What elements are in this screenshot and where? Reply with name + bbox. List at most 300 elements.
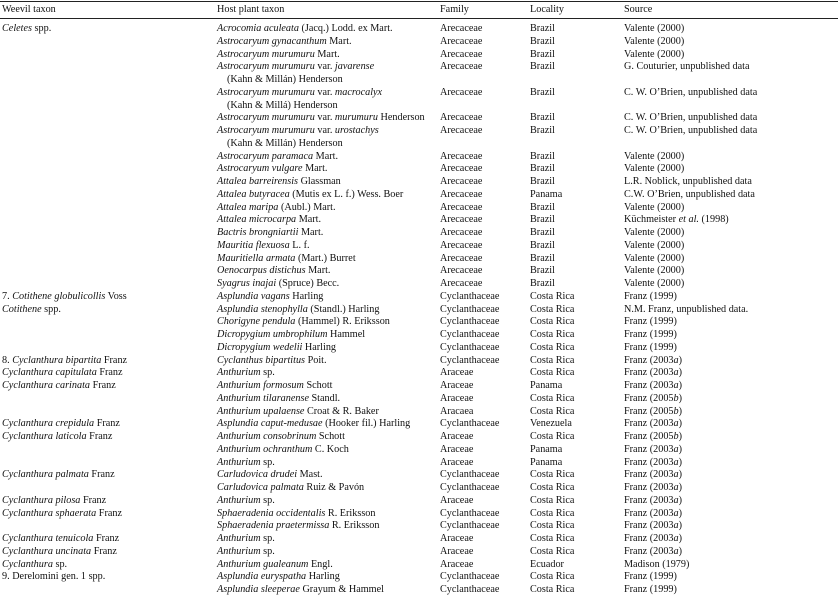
text-segment: Dicropygium wedelii bbox=[217, 341, 303, 353]
text-segment: a bbox=[673, 469, 679, 481]
table-header bbox=[0, 4, 838, 17]
text-segment: (Kahn & Millá) Henderson bbox=[227, 99, 338, 111]
text-segment: Cyclanthura tenuicola bbox=[2, 533, 94, 544]
text-segment: a bbox=[673, 456, 679, 468]
host-plant-line bbox=[217, 23, 393, 34]
text-segment: Valente (2000) bbox=[624, 48, 685, 60]
text-segment: Carludovica palmata bbox=[217, 482, 304, 493]
host-plant-line bbox=[217, 189, 403, 200]
source-cell bbox=[624, 163, 684, 176]
text-segment: Anthurium consobrinum bbox=[217, 431, 317, 442]
host-plant-line bbox=[217, 49, 340, 60]
table-row bbox=[0, 418, 838, 431]
source-cell bbox=[624, 36, 684, 49]
text-segment: Valente (2000) bbox=[624, 278, 685, 289]
table-row bbox=[0, 571, 838, 584]
host-plant-line bbox=[217, 112, 425, 123]
source-cell bbox=[624, 380, 682, 393]
text-segment: Franz bbox=[86, 431, 113, 442]
source-cell bbox=[624, 87, 757, 100]
source-cell bbox=[624, 457, 682, 470]
host-plant-taxon-cell bbox=[217, 444, 349, 457]
text-segment: ) bbox=[678, 469, 683, 481]
family-cell: Araceae bbox=[440, 545, 474, 557]
source-cell bbox=[624, 571, 677, 584]
text-segment: Anthurium gualeanum bbox=[217, 558, 309, 570]
header-locality: Locality bbox=[530, 4, 564, 15]
host-plant-authority-line bbox=[217, 100, 382, 113]
host-plant-taxon-cell bbox=[217, 495, 275, 508]
text-segment: Anthurium upalaense bbox=[217, 405, 305, 417]
source-cell bbox=[624, 367, 682, 380]
table-row bbox=[0, 125, 838, 151]
locality-cell: Costa Rica bbox=[530, 405, 575, 417]
text-segment: urostachys bbox=[334, 125, 379, 136]
text-segment: (1998) bbox=[698, 214, 729, 226]
text-segment: Attalea microcarpa bbox=[217, 214, 297, 226]
text-segment: Anthurium tilaranense bbox=[217, 392, 309, 404]
text-segment: a bbox=[673, 380, 679, 391]
family-cell: Arecaceae bbox=[440, 163, 483, 175]
source-cell bbox=[624, 304, 748, 317]
host-plant-line bbox=[217, 316, 390, 327]
source-cell bbox=[624, 291, 677, 304]
table-row bbox=[0, 342, 838, 355]
text-segment: ) bbox=[678, 456, 683, 468]
host-plant-line bbox=[217, 444, 349, 455]
weevil-taxon-cell bbox=[2, 304, 61, 317]
table-row bbox=[0, 61, 838, 87]
text-segment: Küchmeister bbox=[624, 214, 679, 226]
text-segment: macrocalyx bbox=[334, 86, 383, 98]
host-plant-taxon-cell bbox=[217, 214, 321, 227]
text-segment: Anthurium bbox=[217, 367, 261, 379]
family-cell: Arecaceae bbox=[440, 112, 483, 124]
text-segment: Engl. bbox=[308, 558, 333, 570]
text-segment: Astrocaryum murumuru bbox=[217, 112, 315, 124]
locality-cell: Brazil bbox=[530, 214, 555, 226]
locality-cell: Panama bbox=[530, 443, 563, 455]
text-segment: Franz (2003 bbox=[624, 456, 674, 468]
host-plant-line bbox=[217, 584, 384, 595]
text-segment: Franz bbox=[96, 367, 123, 379]
text-segment: Franz bbox=[93, 533, 120, 544]
host-plant-taxon-cell bbox=[217, 520, 379, 533]
table-row bbox=[0, 380, 838, 393]
host-plant-line bbox=[217, 240, 310, 251]
table-row bbox=[0, 112, 838, 125]
source-cell bbox=[624, 431, 682, 444]
text-segment: Cyclanthus bipartitus bbox=[217, 354, 306, 366]
host-plant-line bbox=[217, 508, 375, 519]
text-segment: sp. bbox=[260, 456, 275, 468]
locality-cell: Panama bbox=[530, 380, 563, 391]
host-plant-line bbox=[217, 304, 379, 315]
family-cell: Araceae bbox=[440, 456, 474, 468]
weevil-taxon-cell bbox=[2, 418, 120, 431]
text-segment: var. bbox=[314, 61, 335, 73]
source-cell bbox=[624, 418, 682, 431]
source-cell bbox=[624, 406, 682, 419]
source-cell bbox=[624, 176, 752, 189]
host-plant-taxon-cell bbox=[217, 304, 379, 317]
locality-cell: Panama bbox=[530, 188, 563, 200]
text-segment: ) bbox=[678, 482, 683, 493]
table-row bbox=[0, 533, 838, 546]
family-cell: Araceae bbox=[440, 392, 474, 404]
text-segment: Syagrus inajai bbox=[217, 278, 277, 289]
table-row bbox=[0, 265, 838, 278]
host-plant-line bbox=[217, 125, 379, 136]
text-segment: Franz (1999) bbox=[624, 584, 677, 595]
text-segment: Anthurium ochranthum bbox=[217, 443, 313, 455]
host-plant-line bbox=[217, 406, 379, 417]
host-plant-line bbox=[217, 342, 336, 353]
family-cell: Araceae bbox=[440, 443, 474, 455]
host-plant-line bbox=[217, 559, 333, 570]
family-cell: Arecaceae bbox=[440, 48, 483, 60]
source-cell bbox=[624, 227, 684, 240]
locality-cell: Brazil bbox=[530, 176, 555, 187]
text-segment: a bbox=[673, 443, 679, 455]
text-segment: Cotithene bbox=[2, 303, 42, 315]
family-cell: Cyclanthaceae bbox=[440, 507, 500, 519]
family-cell: Araceae bbox=[440, 380, 474, 391]
host-plant-taxon-cell bbox=[217, 431, 345, 444]
host-plant-authority-line bbox=[217, 138, 379, 151]
text-segment: Hammel bbox=[327, 329, 366, 340]
text-segment: Dicropygium umbrophilum bbox=[217, 329, 328, 340]
host-plant-taxon-cell bbox=[217, 418, 410, 431]
text-segment: Astrocaryum murumuru bbox=[217, 61, 315, 73]
text-segment: C.W. O’Brien, unpublished data bbox=[624, 188, 755, 200]
text-segment: Cyclanthura bbox=[2, 558, 53, 570]
locality-cell: Costa Rica bbox=[530, 431, 575, 442]
host-plant-taxon-cell bbox=[217, 49, 340, 62]
text-segment: murumuru bbox=[334, 112, 378, 124]
family-cell: Arecaceae bbox=[440, 188, 483, 200]
table-row bbox=[0, 355, 838, 368]
table-row bbox=[0, 520, 838, 533]
text-segment: Asplundia caput-medusae bbox=[217, 418, 323, 430]
text-segment: Attalea barreirensis bbox=[217, 176, 299, 187]
text-segment: Anthurium bbox=[217, 494, 261, 506]
host-plant-line bbox=[217, 457, 275, 468]
text-segment: Glassman bbox=[298, 176, 341, 187]
family-cell: Arecaceae bbox=[440, 86, 483, 98]
host-plant-taxon-cell bbox=[217, 584, 384, 597]
text-segment: Franz (1999) bbox=[624, 341, 677, 353]
text-segment: Cyclanthura capitulata bbox=[2, 367, 97, 379]
text-segment: Astrocaryum gynacanthum bbox=[217, 35, 327, 47]
host-plant-taxon-cell bbox=[217, 163, 327, 176]
source-cell bbox=[624, 444, 682, 457]
host-plant-line bbox=[217, 87, 382, 98]
text-segment: Cyclanthura uncinata bbox=[2, 545, 92, 557]
text-segment: C. W. O’Brien, unpublished data bbox=[624, 86, 758, 98]
host-plant-taxon-cell bbox=[217, 469, 323, 482]
weevil-taxon-cell bbox=[2, 571, 105, 584]
table-row bbox=[0, 559, 838, 572]
text-segment: (Spruce) Becc. bbox=[276, 278, 340, 289]
host-plant-taxon-cell bbox=[217, 380, 332, 393]
family-cell: Arecaceae bbox=[440, 227, 483, 238]
table-row bbox=[0, 329, 838, 342]
text-segment: spp. bbox=[32, 23, 52, 34]
source-cell bbox=[624, 265, 684, 278]
text-segment: Harling bbox=[306, 571, 340, 583]
text-segment: Franz bbox=[101, 354, 128, 366]
text-segment: Franz (1999) bbox=[624, 290, 677, 302]
text-segment: Franz (2003 bbox=[624, 520, 674, 532]
text-segment: Anthurium bbox=[217, 545, 261, 557]
text-segment: Valente (2000) bbox=[624, 23, 685, 34]
text-segment: L. f. bbox=[289, 239, 310, 251]
text-segment: Acrocomia aculeata bbox=[217, 23, 299, 34]
text-segment: Cotithene globulicollis bbox=[12, 290, 106, 302]
host-plant-line bbox=[217, 380, 332, 391]
locality-cell: Brazil bbox=[530, 61, 555, 73]
source-cell bbox=[624, 61, 750, 74]
text-segment: Franz (1999) bbox=[624, 571, 677, 583]
text-segment: L.R. Noblick, unpublished data bbox=[624, 176, 752, 187]
text-segment: Cyclanthura palmata bbox=[2, 469, 89, 481]
text-segment: R. Eriksson bbox=[325, 507, 376, 519]
table-row bbox=[0, 584, 838, 597]
host-plant-line bbox=[217, 495, 275, 506]
text-segment: ) bbox=[678, 380, 683, 391]
text-segment: sp. bbox=[260, 533, 275, 544]
locality-cell: Brazil bbox=[530, 150, 555, 162]
family-cell: Arecaceae bbox=[440, 125, 483, 136]
text-segment: (Kahn & Millán) Henderson bbox=[227, 74, 343, 85]
text-segment: Voss bbox=[105, 290, 127, 302]
table-row bbox=[0, 457, 838, 470]
text-segment: Schott bbox=[316, 431, 345, 442]
text-segment: Astrocaryum paramaca bbox=[217, 150, 314, 162]
host-plant-taxon-cell bbox=[217, 508, 375, 521]
text-segment: Asplundia vagans bbox=[217, 290, 290, 302]
text-segment: Valente (2000) bbox=[624, 227, 685, 238]
host-plant-line bbox=[217, 482, 364, 493]
family-cell: Cyclanthaceae bbox=[440, 354, 500, 366]
host-plant-taxon-cell bbox=[217, 151, 338, 164]
locality-cell: Costa Rica bbox=[530, 469, 575, 481]
text-segment: b bbox=[673, 431, 679, 442]
text-segment: javarense bbox=[334, 61, 375, 73]
table-row bbox=[0, 23, 838, 36]
host-plant-taxon-cell bbox=[217, 265, 330, 278]
text-segment: Franz (2005 bbox=[624, 431, 674, 442]
text-segment: Astrocaryum murumuru bbox=[217, 48, 315, 60]
source-cell bbox=[624, 355, 682, 368]
source-cell bbox=[624, 508, 682, 521]
text-segment: Sphaeradenia occidentalis bbox=[217, 507, 326, 519]
host-plant-line bbox=[217, 571, 340, 582]
family-cell: Aracaea bbox=[440, 405, 474, 417]
source-cell bbox=[624, 316, 677, 329]
host-plant-line bbox=[217, 176, 341, 187]
host-plant-taxon-cell bbox=[217, 278, 339, 291]
host-plant-line bbox=[217, 61, 374, 72]
text-segment: Franz (2003 bbox=[624, 482, 674, 493]
text-segment: ) bbox=[678, 418, 683, 430]
text-segment: a bbox=[673, 367, 679, 379]
locality-cell: Costa Rica bbox=[530, 482, 575, 493]
text-segment: ) bbox=[678, 507, 683, 519]
host-plant-taxon-cell bbox=[217, 112, 425, 125]
host-plant-taxon-cell bbox=[217, 87, 382, 113]
family-cell: Cyclanthaceae bbox=[440, 482, 500, 493]
weevil-taxon-cell bbox=[2, 508, 122, 521]
host-plant-line bbox=[217, 533, 275, 544]
source-cell bbox=[624, 342, 677, 355]
host-plant-taxon-cell bbox=[217, 189, 403, 202]
locality-cell: Brazil bbox=[530, 252, 555, 264]
text-segment: (Hammel) R. Eriksson bbox=[295, 316, 390, 328]
text-segment: ) bbox=[678, 431, 683, 442]
text-segment: Mart. bbox=[298, 227, 324, 238]
locality-cell: Brazil bbox=[530, 48, 555, 60]
weevil-taxon-cell bbox=[2, 469, 115, 482]
locality-cell: Costa Rica bbox=[530, 354, 575, 366]
weevil-taxon-cell bbox=[2, 559, 67, 572]
text-segment: Croat & R. Baker bbox=[304, 405, 379, 417]
source-cell bbox=[624, 125, 757, 138]
text-segment: b bbox=[673, 392, 679, 404]
host-plant-line bbox=[217, 355, 327, 366]
locality-cell: Costa Rica bbox=[530, 290, 575, 302]
host-plant-taxon-cell bbox=[217, 571, 340, 584]
table-row bbox=[0, 546, 838, 559]
source-cell bbox=[624, 495, 682, 508]
host-plant-taxon-cell bbox=[217, 482, 364, 495]
host-plant-taxon-cell bbox=[217, 23, 393, 36]
text-segment: (Aubl.) Mart. bbox=[278, 201, 336, 213]
text-segment: Franz bbox=[80, 494, 107, 506]
text-segment: Asplundia euryspatha bbox=[217, 571, 307, 583]
locality-cell: Brazil bbox=[530, 239, 555, 251]
table-row bbox=[0, 469, 838, 482]
text-segment: (Jacq.) Lodd. ex Mart. bbox=[298, 23, 393, 34]
source-cell bbox=[624, 393, 682, 406]
text-segment: Valente (2000) bbox=[624, 239, 685, 251]
text-segment: 8. bbox=[2, 354, 13, 366]
header-weevil-taxon: Weevil taxon bbox=[2, 4, 56, 15]
host-plant-taxon-cell bbox=[217, 457, 275, 470]
family-cell: Arecaceae bbox=[440, 61, 483, 73]
text-segment: Sphaeradenia praetermissa bbox=[217, 520, 330, 532]
text-segment: sp. bbox=[260, 545, 275, 557]
locality-cell: Costa Rica bbox=[530, 571, 575, 583]
table-row bbox=[0, 495, 838, 508]
text-segment: ) bbox=[678, 533, 683, 544]
text-segment: Valente (2000) bbox=[624, 150, 685, 162]
host-plant-line bbox=[217, 431, 345, 442]
text-segment: C. W. O’Brien, unpublished data bbox=[624, 125, 758, 136]
locality-cell: Costa Rica bbox=[530, 507, 575, 519]
text-segment: Franz (2003 bbox=[624, 367, 674, 379]
host-plant-taxon-cell bbox=[217, 36, 352, 49]
text-segment: var. bbox=[314, 86, 335, 98]
text-segment: Bactris brongniartii bbox=[217, 227, 299, 238]
source-cell bbox=[624, 189, 755, 202]
weevil-taxon-cell bbox=[2, 23, 51, 36]
host-plant-line bbox=[217, 202, 336, 213]
text-segment: Franz (2003 bbox=[624, 533, 674, 544]
table-row bbox=[0, 431, 838, 444]
text-segment: ) bbox=[678, 443, 683, 455]
family-cell: Cyclanthaceae bbox=[440, 341, 500, 353]
source-cell bbox=[624, 151, 684, 164]
source-cell bbox=[624, 240, 684, 253]
source-cell bbox=[624, 546, 682, 559]
host-plant-taxon-cell bbox=[217, 406, 379, 419]
source-cell bbox=[624, 214, 729, 227]
host-plant-line bbox=[217, 227, 323, 238]
text-segment: a bbox=[673, 494, 679, 506]
table-row bbox=[0, 202, 838, 215]
text-segment: G. Couturier, unpublished data bbox=[624, 61, 750, 73]
locality-cell: Brazil bbox=[530, 35, 555, 47]
weevil-taxon-cell bbox=[2, 546, 117, 559]
text-segment: Mart. bbox=[296, 214, 322, 226]
text-segment: Grayum & Hammel bbox=[299, 584, 384, 595]
text-segment: Asplundia sleeperae bbox=[217, 584, 300, 595]
text-segment: 7. bbox=[2, 290, 13, 302]
weevil-taxon-cell bbox=[2, 533, 119, 546]
text-segment: a bbox=[673, 533, 679, 544]
text-segment: Mart. bbox=[326, 35, 352, 47]
text-segment: Franz (2003 bbox=[624, 443, 674, 455]
text-segment: Oenocarpus distichus bbox=[217, 265, 306, 277]
text-segment: Franz bbox=[91, 545, 117, 557]
table-row bbox=[0, 278, 838, 291]
table-row bbox=[0, 240, 838, 253]
text-segment: a bbox=[673, 354, 679, 366]
family-cell: Araceae bbox=[440, 558, 474, 570]
table-header-rule bbox=[0, 18, 838, 19]
locality-cell: Brazil bbox=[530, 23, 555, 34]
text-segment: sp. bbox=[260, 494, 275, 506]
text-segment: Valente (2000) bbox=[624, 201, 685, 213]
family-cell: Cyclanthaceae bbox=[440, 303, 500, 315]
text-segment: Franz (2003 bbox=[624, 469, 674, 481]
weevil-taxon-cell bbox=[2, 495, 106, 508]
source-cell bbox=[624, 584, 677, 597]
text-segment: b bbox=[673, 405, 679, 417]
locality-cell: Venezuela bbox=[530, 418, 572, 430]
text-segment: (Kahn & Millán) Henderson bbox=[227, 137, 343, 149]
locality-cell: Costa Rica bbox=[530, 329, 575, 340]
weevil-taxon-cell bbox=[2, 291, 127, 304]
host-plant-authority-line bbox=[217, 74, 374, 87]
text-segment: Franz bbox=[94, 418, 120, 430]
text-segment: sp. bbox=[52, 558, 68, 570]
text-segment: var. bbox=[314, 112, 335, 124]
locality-cell: Costa Rica bbox=[530, 316, 575, 328]
text-segment: a bbox=[673, 545, 679, 557]
table-row bbox=[0, 508, 838, 521]
locality-cell: Ecuador bbox=[530, 558, 564, 570]
text-segment: Cyclanthura bipartita bbox=[12, 354, 102, 366]
family-cell: Cyclanthaceae bbox=[440, 469, 500, 481]
source-cell bbox=[624, 559, 689, 572]
text-segment: a bbox=[673, 520, 679, 532]
host-plant-line bbox=[217, 520, 379, 531]
locality-cell: Costa Rica bbox=[530, 494, 575, 506]
locality-cell: Brazil bbox=[530, 86, 555, 98]
